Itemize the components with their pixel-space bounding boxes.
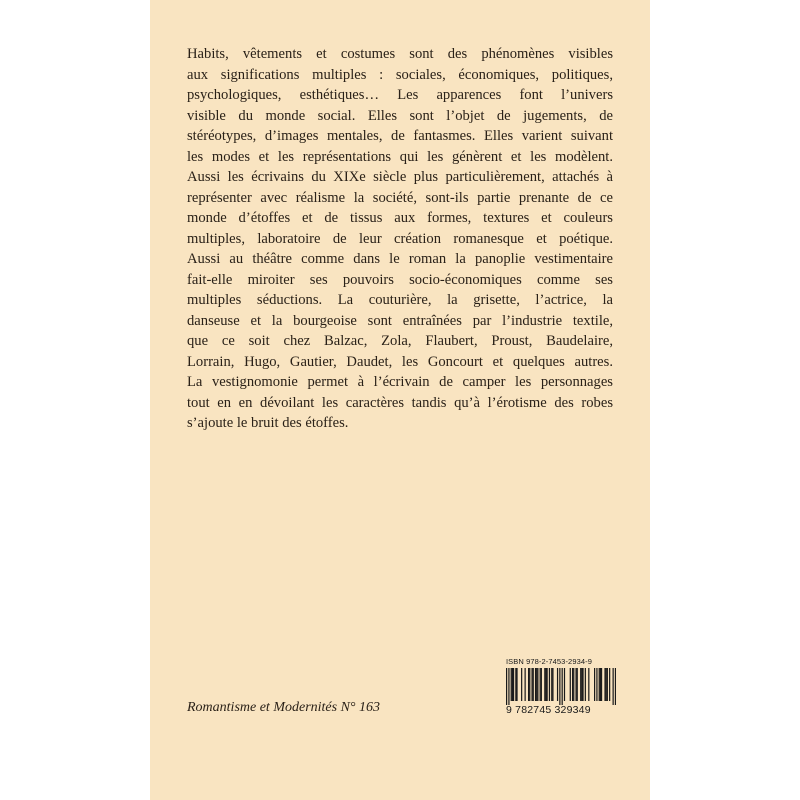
barcode-digits: 9 782745 329349: [506, 704, 591, 716]
blurb-line: monde d’étoffes et de tissus aux formes, textures et couleurs: [187, 210, 613, 226]
barcode-bar: [581, 668, 582, 701]
blurb-line: Aussi les écrivains du XIXe siècle plus particulièrement, attachés à: [187, 169, 613, 185]
back-cover: [150, 0, 650, 800]
blurb-line: multiples, laboratoire de leur création romanesque et poétique.: [187, 230, 613, 247]
barcode-bar: [508, 668, 509, 705]
barcode-bar: [513, 668, 514, 701]
blurb-line: danseuse et la bourgeoise sont entraînées par l’industrie textile,: [187, 312, 613, 329]
barcode-bar: [580, 668, 581, 701]
barcode-bar: [536, 668, 537, 701]
barcode-bar: [525, 668, 526, 701]
barcode-bar: [599, 668, 600, 701]
barcode-bar: [577, 668, 578, 701]
barcode-bar: [594, 668, 595, 701]
barcode-bar: [601, 668, 602, 701]
barcode-bar: [557, 668, 558, 701]
barcode-bar: [531, 668, 532, 701]
barcode-bar: [528, 668, 529, 701]
barcode-bar: [606, 668, 607, 701]
barcode-bar: [575, 668, 576, 701]
barcode-bar: [607, 668, 608, 701]
barcode-bar: [609, 668, 610, 701]
blurb-line: La vestignomonie permet à l’écrivain de camper les personnages: [187, 374, 613, 390]
barcode-bar: [551, 668, 552, 701]
barcode-bar: [506, 668, 507, 705]
barcode-bar: [570, 668, 571, 701]
barcode-bar: [512, 668, 513, 701]
blurb-line: aux significations multiples : sociales, économiques, politiques,: [187, 66, 613, 83]
blurb-line: représenter avec réalisme la société, sont-ils partie prenante de ce: [187, 189, 613, 206]
series-title: Romantisme et Modernités N° 163: [187, 700, 381, 715]
blurb-line: psychologiques, esthétiques… Les apparences font l’univers: [187, 87, 613, 103]
barcode-bar: [604, 668, 605, 701]
barcode-bar: [515, 668, 516, 701]
barcode-bar: [545, 668, 546, 701]
barcode-bar: [613, 668, 614, 705]
barcode-bar: [516, 668, 517, 701]
barcode-bar: [529, 668, 530, 701]
barcode-bar: [540, 668, 541, 701]
barcode-bar: [582, 668, 583, 701]
barcode-bar: [615, 668, 616, 705]
barcode-bar: [533, 668, 534, 701]
barcode-bar: [573, 668, 574, 701]
blurb-line: que ce soit chez Balzac, Zola, Flaubert, Proust, Baudelaire,: [187, 333, 613, 349]
barcode-bar: [552, 668, 553, 701]
barcode-bar: [559, 668, 560, 705]
barcode-bar: [585, 668, 586, 701]
blurb-line: multiples séductions. La couturière, la grisette, l’actrice, la: [187, 292, 613, 308]
barcode-bar: [596, 668, 597, 701]
blurb-line: Aussi au théâtre comme dans le roman la panoplie vestimentaire: [187, 251, 613, 267]
blurb-line: visible du monde social. Elles sont l’objet de jugements, de: [187, 107, 613, 124]
barcode-bar: [564, 668, 565, 701]
blurb-line: Lorrain, Hugo, Gautier, Daudet, les Goncourt et quelques autres.: [187, 353, 613, 370]
barcode-bar: [549, 668, 550, 701]
barcode-bar: [521, 668, 522, 701]
blurb-line: stéréotypes, d’images mentales, de fantasmes. Elles varient suivant: [187, 128, 613, 144]
barcode-bars: [506, 668, 616, 705]
barcode-bar: [588, 668, 589, 701]
blurb-line: tout en en dévoilant les caractères tandis qu’à l’érotisme des robes: [187, 394, 613, 411]
barcode-bar: [535, 668, 536, 701]
barcode-bar: [544, 668, 545, 701]
blurb-line: s’ajoute le bruit des étoffes.: [187, 415, 349, 431]
barcode-bar: [600, 668, 601, 701]
barcode-bar: [541, 668, 542, 701]
barcode-bar: [537, 668, 538, 701]
isbn-label: ISBN 978-2-7453-2934-9: [506, 657, 593, 666]
isbn-barcode: [506, 657, 616, 715]
blurb-text: [187, 44, 613, 434]
barcode-bar: [547, 668, 548, 701]
blurb-line: les modes et les représentations qui les génèrent et les modèlent.: [187, 148, 613, 165]
barcode-bar: [572, 668, 573, 701]
barcode-bar: [562, 668, 563, 705]
barcode-bar: [511, 668, 512, 701]
blurb-line: fait-elle miroiter ses pouvoirs socio-économiques comme ses: [187, 271, 613, 288]
blurb-line: Habits, vêtements et costumes sont des phénomènes visibles: [187, 46, 613, 62]
